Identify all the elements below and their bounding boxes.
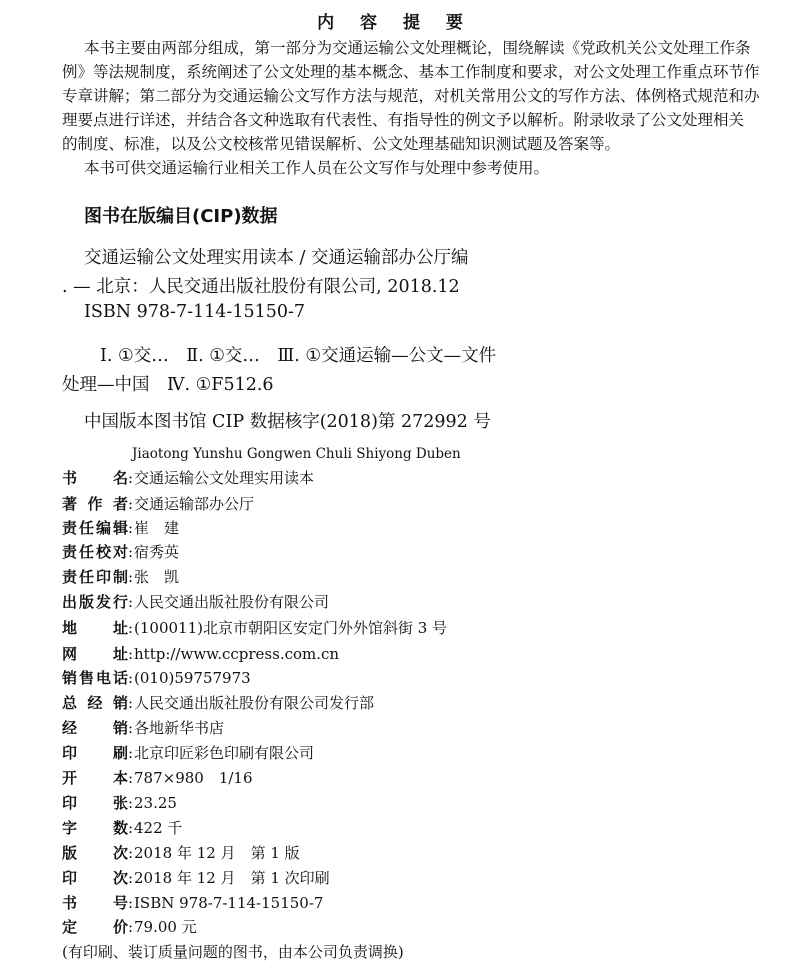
summary-line-5: 的制度、标准，以及公文校核常见错误解析、公文处理基础知识测试题及答案等。: [62, 135, 621, 153]
colophon-title: 书名:交通运输公文处理实用读本: [62, 469, 315, 487]
colophon-author: 著作者:交通运输部办公厅: [62, 495, 255, 513]
colophon-proofreader: 责任校对:宿秀英: [62, 543, 180, 561]
cip-heading: 图书在版编目(CIP)数据: [84, 206, 278, 227]
colophon-printer: 印刷:北京印匠彩色印刷有限公司: [62, 744, 315, 762]
quality-footnote: (有印刷、装订质量问题的图书，由本公司负责调换): [62, 943, 404, 961]
colophon-editor: 责任编辑:崔 建: [62, 519, 180, 537]
summary-title: 内 容 提 要: [317, 13, 473, 33]
cip-classification-cont: 处理—中国 Ⅳ. ①F512.6: [62, 375, 274, 395]
cip-classification-line: Ⅰ. ①交… Ⅱ. ①交… Ⅲ. ①交通运输—公文—文件: [100, 346, 497, 366]
colophon-sales-phone: 销售电话:(010)59757973: [62, 669, 251, 687]
colophon-print-manager: 责任印制:张 凯: [62, 568, 180, 586]
colophon-distributor: 总经销:人民交通出版社股份有限公司发行部: [62, 694, 375, 712]
colophon-edition: 版次:2018 年 12 月 第 1 版: [62, 844, 300, 862]
cip-record-number: 中国版本图书馆 CIP 数据核字(2018)第 272992 号: [84, 412, 491, 432]
cip-publisher-line: . — 北京：人民交通出版社股份有限公司, 2018.12: [62, 277, 460, 297]
colophon-price: 定价:79.00 元: [62, 918, 197, 936]
colophon-address: 地址:(100011)北京市朝阳区安定门外外馆斜街 3 号: [62, 619, 448, 637]
summary-line-6: 本书可供交通运输行业相关工作人员在公文写作与处理中参考使用。: [84, 159, 550, 177]
colophon-word-count: 字数:422 千: [62, 819, 183, 837]
colophon-printing: 印次:2018 年 12 月 第 1 次印刷: [62, 869, 330, 887]
colophon-website: 网址:http://www.ccpress.com.cn: [62, 645, 340, 663]
summary-line-1: 本书主要由两部分组成，第一部分为交通运输公文处理概论，围绕解读《党政机关公文处理工作条: [84, 39, 751, 57]
colophon-retailer: 经销:各地新华书店: [62, 719, 225, 737]
colophon-sheets: 印张:23.25: [62, 794, 177, 812]
summary-line-4: 理要点进行详述，并结合各文种选取有代表性、有指导性的例文予以解析。附录收录了公文处理相关: [62, 111, 745, 129]
colophon-format: 开本:787×980 1/16: [62, 769, 253, 787]
summary-line-3: 专章讲解；第二部分为交通运输公文写作方法与规范，对机关常用公文的写作方法、体例格式规范和办: [62, 87, 760, 105]
pinyin-title: Jiaotong Yunshu Gongwen Chuli Shiyong Duben: [132, 446, 461, 462]
cip-title-line: 交通运输公文处理实用读本 / 交通运输部办公厅编: [84, 248, 469, 268]
cip-isbn-line: ISBN 978-7-114-15150-7: [84, 302, 306, 322]
colophon-isbn: 书号:ISBN 978-7-114-15150-7: [62, 894, 324, 912]
colophon-publisher: 出版发行:人民交通出版社股份有限公司: [62, 593, 330, 611]
summary-line-2: 例》等法规制度，系统阐述了公文处理的基本概念、基本工作制度和要求，对公文处理工作重点环节作: [62, 63, 760, 81]
